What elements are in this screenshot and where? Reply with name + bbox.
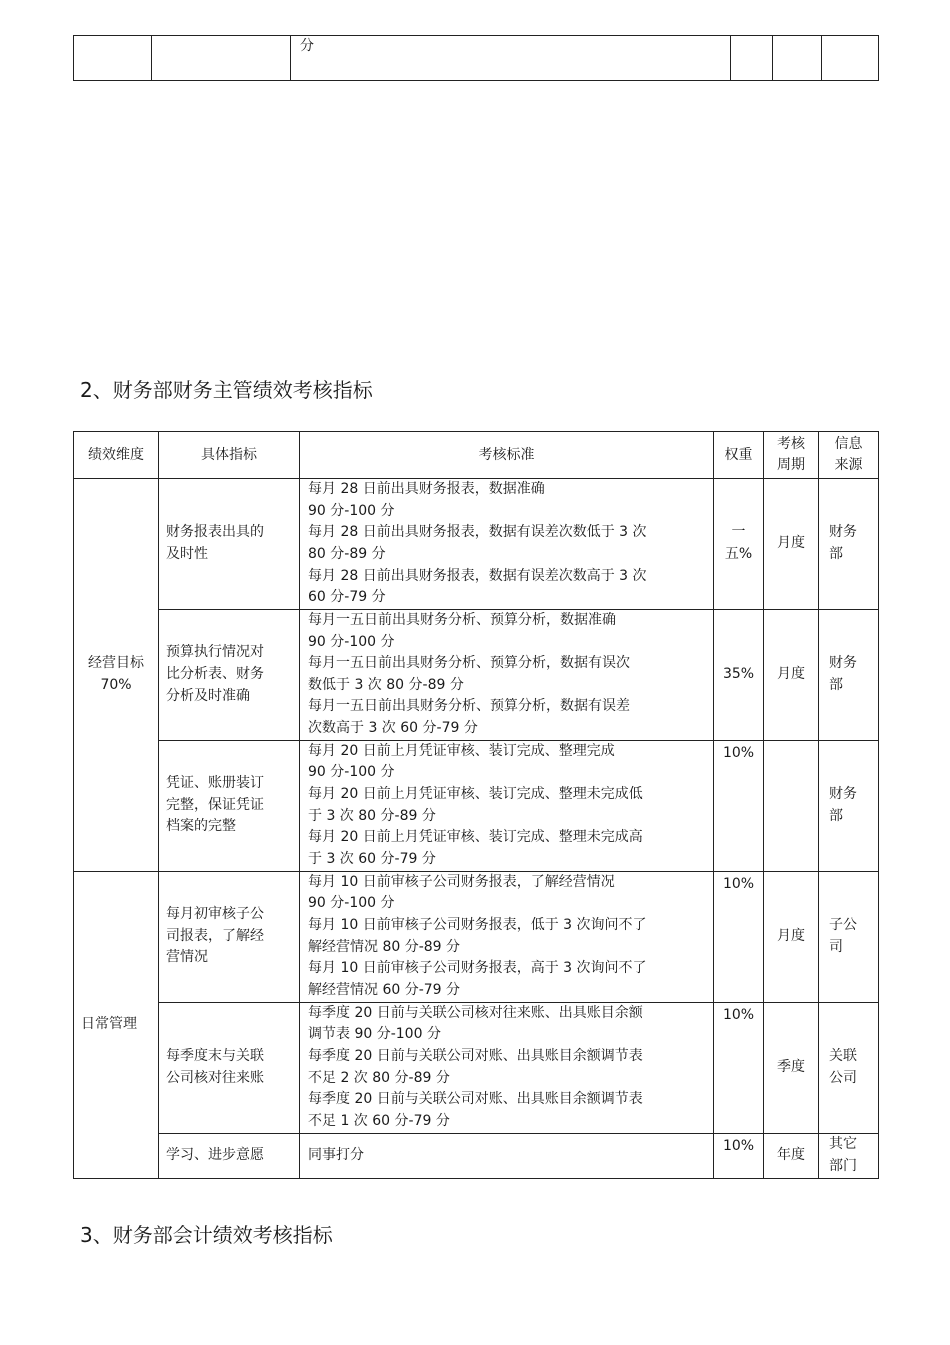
criteria-cell: 每月一五日前出具财务分析、预算分析，数据准确 90 分-100 分 每月一五日前出具财务分析、预算分析，数据有误次 数低于 3 次 80 分-89 分 每月一五日前出具财务分析、预算分析，数据有误差 次数高于 3 次 60 分-79 分 [300,610,714,741]
weight-cell: 10% [714,1002,764,1133]
table-row [74,1133,879,1178]
header-weight: 权重 [714,432,764,479]
weight-cell: 10% [714,1133,764,1178]
indicator-cell: 学习、进步意愿 [159,1133,300,1178]
source-cell: 财务 部 [819,479,879,610]
table-row [74,479,879,610]
table-row [74,1002,879,1133]
table-row [74,871,879,1002]
period-cell: 年度 [764,1133,819,1178]
criteria-fragment: 分 [291,36,731,81]
indicator-cell: 凭证、账册装订 完整，保证凭证 档案的完整 [159,740,300,871]
dimension-cell: 经营目标 70% [74,479,159,872]
period-cell: 季度 [764,1002,819,1133]
source-cell: 子公 司 [819,871,879,1002]
weight-cell: 10% [714,740,764,871]
indicator-cell: 预算执行情况对 比分析表、财务 分析及时准确 [159,610,300,741]
indicator-cell: 每季度末与关联 公司核对往来账 [159,1002,300,1133]
table-header-row [74,432,879,479]
header-dimension: 绩效维度 [74,432,159,479]
indicator-cell: 财务报表出具的 及时性 [159,479,300,610]
period-cell [764,740,819,871]
period-cell: 月度 [764,610,819,741]
weight-cell: 一 五% [714,479,764,610]
header-period: 考核 周期 [764,432,819,479]
header-source: 信息 来源 [819,432,879,479]
indicator-cell: 每月初审核子公 司报表，了解经 营情况 [159,871,300,1002]
section-2-title: 2、财务部财务主管绩效考核指标 [80,378,373,402]
period-cell: 月度 [764,871,819,1002]
table-row [74,610,879,741]
criteria-cell: 每月 28 日前出具财务报表，数据准确 90 分-100 分 每月 28 日前出具财务报表，数据有误差次数低于 3 次 80 分-89 分 每月 28 日前出具财务报表，数据有误差次数高于 3 次 60 分-79 分 [300,479,714,610]
source-cell: 关联 公司 [819,1002,879,1133]
section-3-title: 3、财务部会计绩效考核指标 [80,1223,333,1247]
supervisor-kpi-table [73,431,879,1179]
criteria-cell: 同事打分 [300,1133,714,1178]
criteria-cell: 每月 20 日前上月凭证审核、装订完成、整理完成 90 分-100 分 每月 20 日前上月凭证审核、装订完成、整理未完成低 于 3 次 80 分-89 分 每月 20 日前上月凭证审核、装订完成、整理未完成高 于 3 次 60 分-79 分 [300,740,714,871]
table-row [74,740,879,871]
header-criteria: 考核标准 [300,432,714,479]
dimension-cell: 日常管理 [74,871,159,1178]
source-cell: 财务 部 [819,740,879,871]
criteria-cell: 每月 10 日前审核子公司财务报表，了解经营情况 90 分-100 分 每月 10 日前审核子公司财务报表，低于 3 次询问不了 解经营情况 80 分-89 分 每月 10 日前审核子公司财务报表，高于 3 次询问不了 解经营情况 60 分-79 分 [300,871,714,1002]
header-indicator: 具体指标 [159,432,300,479]
weight-cell: 35% [714,610,764,741]
weight-cell: 10% [714,871,764,1002]
table-row [74,36,879,81]
source-cell: 财务 部 [819,610,879,741]
period-cell: 月度 [764,479,819,610]
previous-table-fragment [73,35,879,81]
criteria-cell: 每季度 20 日前与关联公司核对往来账、出具账目余额 调节表 90 分-100 分 每季度 20 日前与关联公司对账、出具账目余额调节表 不足 2 次 80 分-89 分 每季度 20 日前与关联公司对账、出具账目余额调节表 不足 1 次 60 分-79 分 [300,1002,714,1133]
source-cell: 其它 部门 [819,1133,879,1178]
